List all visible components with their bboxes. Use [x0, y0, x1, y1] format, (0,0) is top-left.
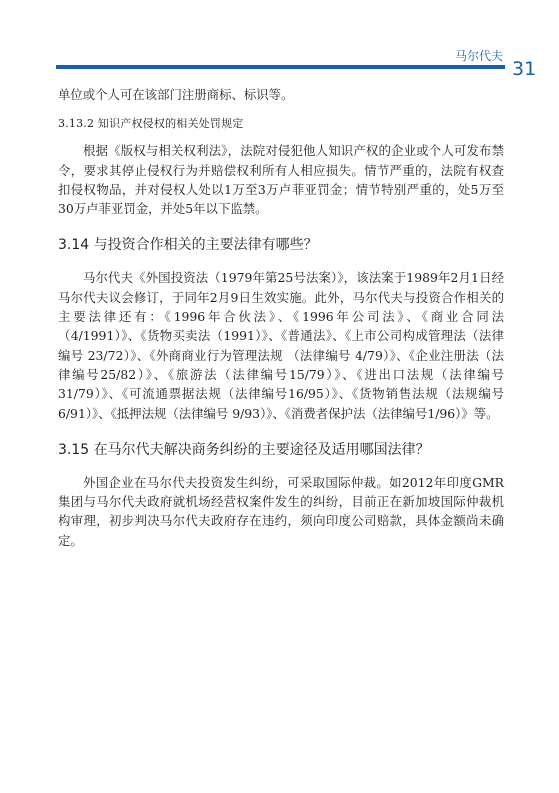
section-heading-3-15: 3.15 在马尔代夫解决商务纠纷的主要途径及适用哪国法律？	[58, 441, 430, 458]
section-heading-3-14: 3.14 与投资合作相关的主要法律有哪些？	[58, 237, 318, 254]
page-number: 31	[512, 58, 537, 80]
page-content	[58, 85, 504, 550]
paragraph-3-13-2: 根据《版权与相关权利法》，法院对侵犯他人知识产权的企业或个人可发布禁令，要求其停止侵权行为并赔偿权利所有人相应损失。情节严重的，法院有权查扣侵权物品，并对侵权人处以1万至3万卢菲亚罚金；情节特别严重的，处5万至30万卢菲亚罚金，并处5年以下监禁。	[58, 143, 504, 217]
subsection-heading-3-13-2: 3.13.2 知识产权侵权的相关处罚规定	[58, 117, 244, 131]
paragraph-3-14: 马尔代夫《外国投资法（1979年第25号法案）》，该法案于1989年2月1日经马尔代夫议会修订，于同年2月9日生效实施。此外，马尔代夫与投资合作相关的主要法律还有：《1996年合伙法》、《1996年公司法》、《商业合同法（4/1991）》、《货物买卖法（1991）》、《普通法》、《上市公司构成管理法（法律编号 23/72）》、《外商商业行为管理法规 （法律编号 4/79）》、《企业注册法（法律编号25/82）》、《旅游法（法律编号15/79）》、《进出口法规（法律编号31/79）》、《可流通票据法规（法律编号16/95）》、《货物销售法规（法规编号6/91）》、《抵押法规（法律编号 9/93）》、《消费者保护法（法律编号1/96）》等。	[58, 270, 504, 421]
header-rule	[56, 65, 505, 69]
paragraph-3-15: 外国企业在马尔代夫投资发生纠纷，可采取国际仲裁。如2012年印度GMR集团与马尔代夫政府就机场经营权案件发生的纠纷，目前正在新加坡国际仲裁机构审理，初步判决马尔代夫政府存在违约，须向印度公司赔款，具体金额尚未确定。	[58, 474, 504, 548]
running-header-title: 马尔代夫	[455, 49, 504, 63]
intro-line: 单位或个人可在该部门注册商标、标识等。	[58, 87, 294, 102]
